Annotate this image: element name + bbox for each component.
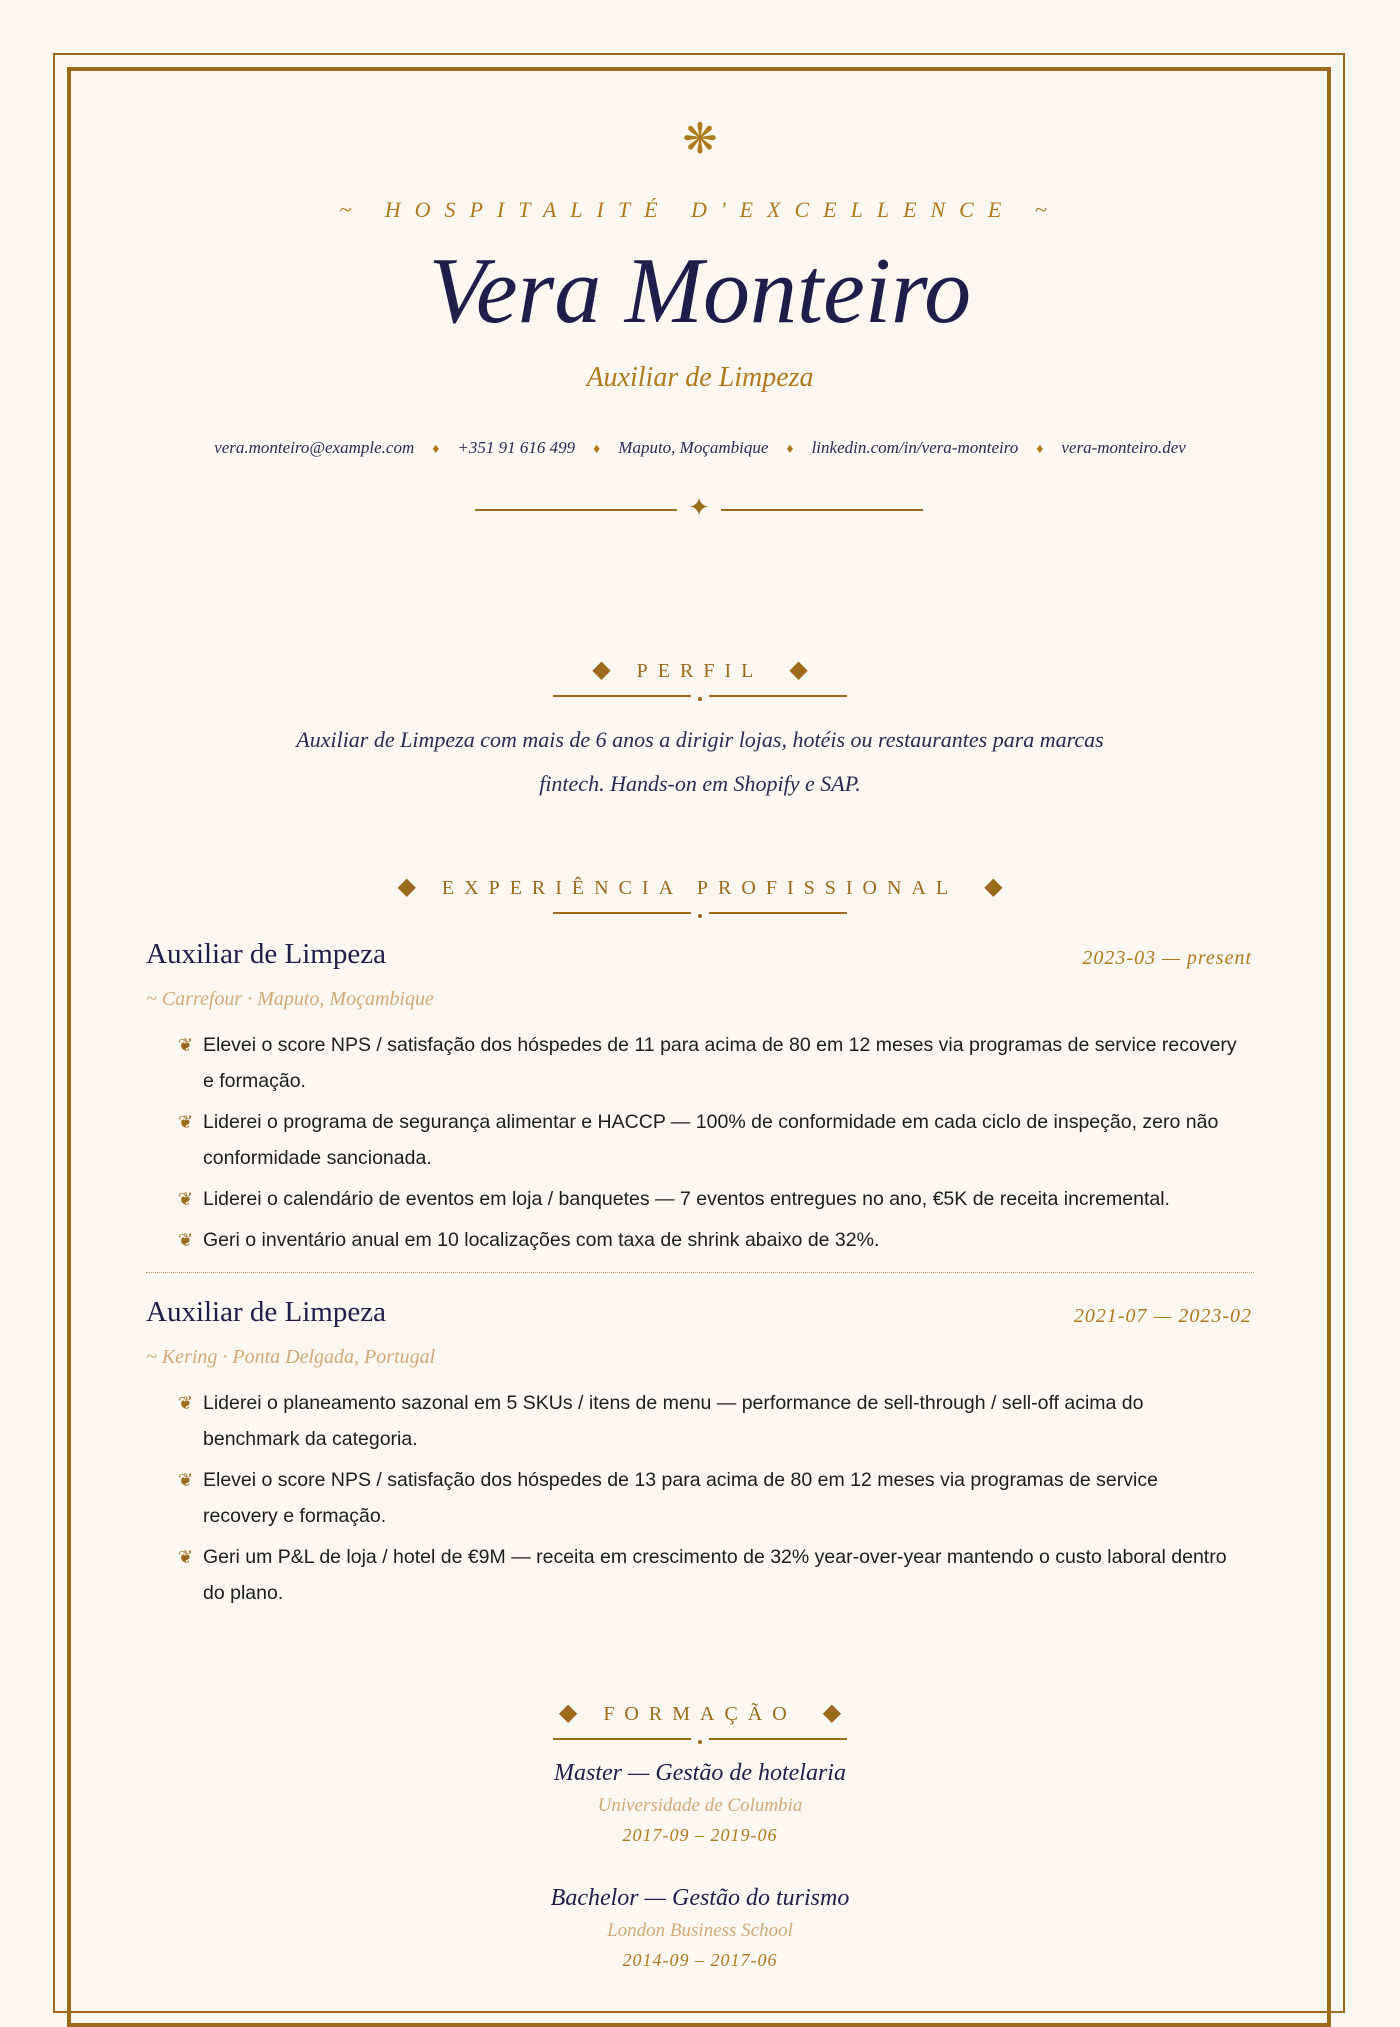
email-link[interactable]: vera.monteiro@example.com	[214, 438, 415, 457]
rule-dot	[698, 1740, 702, 1744]
diamond-icon: ◆	[789, 657, 808, 683]
rule-line-left	[553, 912, 691, 914]
education-entry	[0, 1885, 1400, 1971]
job-separator	[146, 1272, 1254, 1273]
bullet-text: Geri um P&L de loja / hotel de €9M — receita em crescimento de 32% year-over-year mantendo o custo laboral dentro do plano.	[203, 1546, 1227, 1604]
divider-line-left	[475, 509, 677, 511]
candidate-name: Vera Monteiro	[428, 239, 972, 343]
degree-title: Bachelor — Gestão do turismo	[550, 1885, 850, 1911]
job-company: ~ Kering · Ponta Delgada, Portugal	[146, 1346, 436, 1368]
rule-line-right	[709, 1738, 847, 1740]
diamond-separator-icon: ♦	[786, 442, 794, 457]
bullet-text: Elevei o score NPS / satisfação dos hóspedes de 13 para acima de 80 em 12 meses via programas de service recovery e formação.	[203, 1469, 1158, 1527]
degree-title: Master — Gestão de hotelaria	[554, 1760, 846, 1786]
job-dates: 2021-07 — 2023-02	[1073, 1305, 1252, 1327]
list-item	[178, 1181, 1238, 1217]
list-item	[178, 1104, 1238, 1176]
fleuron-bullet-icon: ❦	[178, 1393, 194, 1413]
bullet-text: Geri o inventário anual em 10 localizações com taxa de shrink abaixo de 32%.	[203, 1229, 880, 1251]
flower-ornament-icon: ❋	[682, 114, 718, 163]
job-dates: 2023-03 — present	[1082, 947, 1252, 969]
diamond-icon: ◆	[592, 657, 611, 683]
list-item	[178, 1462, 1238, 1534]
school-name: Universidade de Columbia	[597, 1795, 803, 1816]
section-rule	[553, 1733, 847, 1745]
section-title-profile	[0, 655, 1400, 684]
section-title-text: PERFIL	[636, 660, 764, 682]
list-item	[178, 1539, 1238, 1611]
diamond-separator-icon: ♦	[593, 442, 601, 457]
tagline: ~ HOSPITALITÉ D'EXCELLENCE ~	[339, 197, 1061, 222]
fleuron-bullet-icon: ❦	[178, 1230, 194, 1250]
location-text: Maputo, Moçambique	[618, 438, 769, 457]
bullet-text: Liderei o planeamento sazonal em 5 SKUs / itens de menu — performance de sell-through / sell-off acima do benchmark da categoria.	[203, 1392, 1144, 1450]
section-title-text: FORMAÇÃO	[603, 1703, 797, 1725]
phone-text[interactable]: +351 91 616 499	[457, 438, 576, 457]
divider-line-right	[721, 509, 923, 511]
bullet-text: Elevei o score NPS / satisfação dos hóspedes de 11 para acima de 80 em 12 meses via programas de service recovery e formação.	[203, 1034, 1237, 1092]
job-company: ~ Carrefour · Maputo, Moçambique	[146, 988, 434, 1010]
job-bullets	[178, 1385, 1238, 1616]
sparkle-icon: ✦	[688, 493, 710, 523]
diamond-icon: ◆	[984, 874, 1003, 900]
section-title-text: EXPERIÊNCIA PROFISSIONAL	[441, 877, 959, 899]
diamond-separator-icon: ♦	[1036, 442, 1044, 457]
bullet-text: Liderei o programa de segurança alimentar e HACCP — 100% de conformidade em cada ciclo de inspeção, zero não conformidade sancionada.	[203, 1111, 1219, 1169]
section-title-experience	[0, 872, 1400, 901]
fleuron-bullet-icon: ❦	[178, 1035, 194, 1055]
diamond-icon: ◆	[822, 1700, 842, 1726]
diamond-icon: ◆	[558, 1700, 578, 1726]
list-item	[178, 1222, 1238, 1258]
section-title-education	[0, 1698, 1400, 1727]
fleuron-bullet-icon: ❦	[178, 1547, 194, 1567]
candidate-role: Auxiliar de Limpeza	[586, 362, 814, 393]
header-divider	[475, 493, 923, 523]
diamond-separator-icon: ♦	[432, 442, 440, 457]
education-dates: 2014-09 – 2017-06	[622, 1950, 778, 1970]
rule-line-left	[553, 1738, 691, 1740]
linkedin-link[interactable]: linkedin.com/in/vera-monteiro	[811, 438, 1019, 457]
fleuron-bullet-icon: ❦	[178, 1112, 194, 1132]
website-link[interactable]: vera-monteiro.dev	[1061, 438, 1186, 457]
rule-line-left	[553, 695, 691, 697]
bullet-text: Liderei o calendário de eventos em loja / banquetes — 7 eventos entregues no ano, €5K de receita incremental.	[203, 1188, 1170, 1210]
fleuron-bullet-icon: ❦	[178, 1470, 194, 1490]
contact-line	[0, 438, 1400, 458]
job-title: Auxiliar de Limpeza	[146, 938, 386, 970]
education-entry	[0, 1760, 1400, 1846]
profile-summary: Auxiliar de Limpeza com mais de 6 anos a dirigir lojas, hotéis ou restaurantes para marcas fintech. Hands-on em Shopify e SAP.	[296, 727, 1104, 796]
section-rule	[553, 907, 847, 919]
list-item	[178, 1027, 1238, 1099]
rule-line-right	[709, 695, 847, 697]
job-bullets	[178, 1027, 1238, 1263]
fleuron-bullet-icon: ❦	[178, 1189, 194, 1209]
rule-line-right	[709, 912, 847, 914]
rule-dot	[698, 914, 702, 918]
rule-dot	[698, 697, 702, 701]
school-name: London Business School	[607, 1920, 793, 1941]
education-dates: 2017-09 – 2019-06	[622, 1825, 778, 1845]
diamond-icon: ◆	[397, 874, 416, 900]
job-title: Auxiliar de Limpeza	[146, 1296, 386, 1328]
section-rule	[553, 690, 847, 702]
list-item	[178, 1385, 1238, 1457]
